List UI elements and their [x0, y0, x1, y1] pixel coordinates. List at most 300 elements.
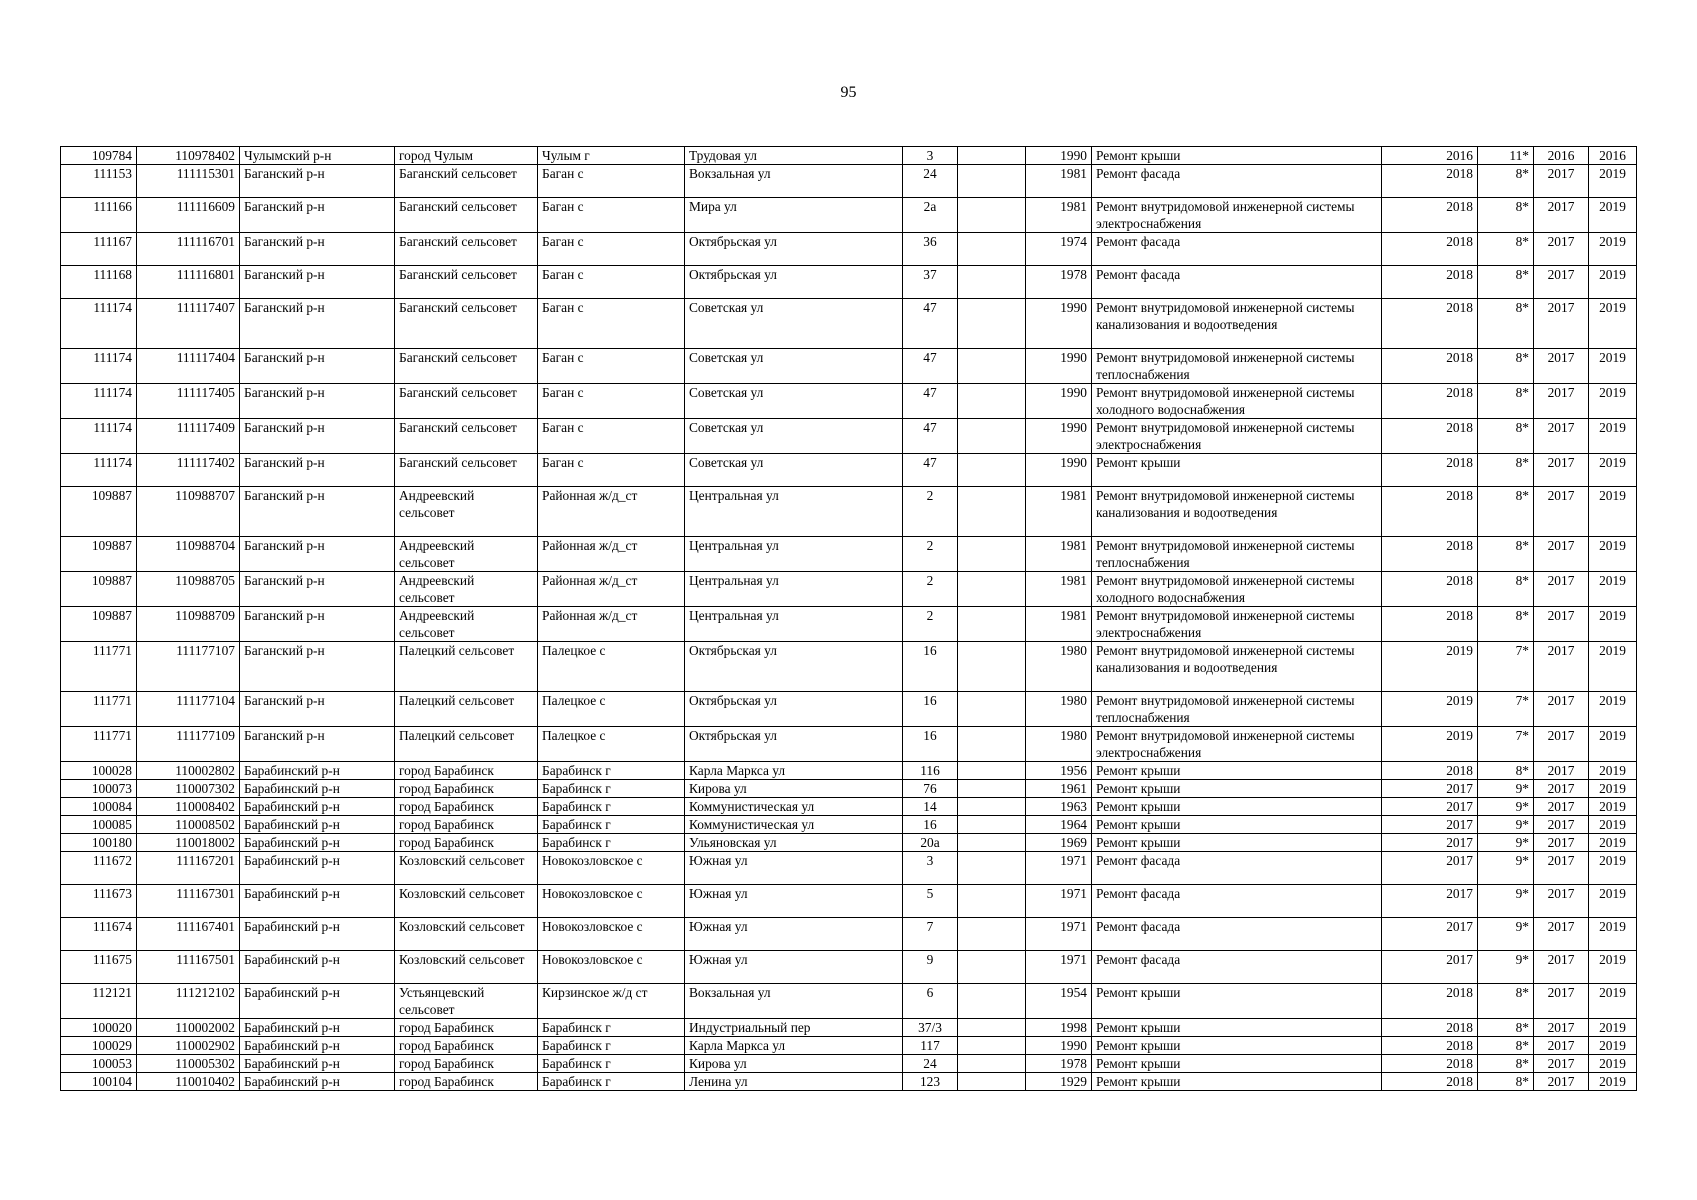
cell-building	[958, 834, 1026, 852]
cell-street: Советская ул	[685, 299, 903, 349]
cell-priority: 8*	[1478, 299, 1534, 349]
cell-building	[958, 885, 1026, 918]
cell-plan-year: 2018	[1382, 607, 1478, 642]
cell-district: Чулымский р-н	[240, 147, 395, 165]
cell-house-number: 2	[903, 607, 958, 642]
cell-house-number: 16	[903, 642, 958, 692]
cell-municipality: Козловский сельсовет	[395, 852, 538, 885]
cell-house-id: 100053	[61, 1055, 137, 1073]
cell-plan-year: 2017	[1382, 951, 1478, 984]
cell-period-start: 2017	[1534, 780, 1589, 798]
cell-house-number: 123	[903, 1073, 958, 1091]
cell-settlement: Баган с	[538, 266, 685, 299]
cell-district: Баганский р-н	[240, 572, 395, 607]
cell-house-number: 47	[903, 384, 958, 419]
cell-record-id: 111116701	[137, 233, 240, 266]
table-row	[61, 165, 1637, 198]
cell-district: Барабинский р-н	[240, 1037, 395, 1055]
cell-municipality: Баганский сельсовет	[395, 233, 538, 266]
cell-plan-year: 2017	[1382, 798, 1478, 816]
cell-year-built: 1980	[1026, 727, 1092, 762]
cell-settlement: Барабинск г	[538, 1037, 685, 1055]
cell-record-id: 110018002	[137, 834, 240, 852]
cell-work-type: Ремонт крыши	[1092, 1019, 1382, 1037]
cell-settlement: Барабинск г	[538, 834, 685, 852]
cell-work-type: Ремонт крыши	[1092, 780, 1382, 798]
cell-record-id: 110010402	[137, 1073, 240, 1091]
cell-plan-year: 2017	[1382, 885, 1478, 918]
cell-work-type: Ремонт крыши	[1092, 984, 1382, 1019]
cell-year-built: 1971	[1026, 852, 1092, 885]
cell-house-number: 47	[903, 299, 958, 349]
cell-settlement: Барабинск г	[538, 816, 685, 834]
cell-street: Коммунистическая ул	[685, 798, 903, 816]
cell-work-type: Ремонт внутридомовой инженерной системы холодного водоснабжения	[1092, 572, 1382, 607]
cell-street: Октябрьская ул	[685, 692, 903, 727]
cell-street: Южная ул	[685, 852, 903, 885]
cell-house-number: 37	[903, 266, 958, 299]
cell-street: Советская ул	[685, 454, 903, 487]
cell-house-id: 111771	[61, 727, 137, 762]
cell-street: Вокзальная ул	[685, 984, 903, 1019]
cell-plan-year: 2018	[1382, 1073, 1478, 1091]
cell-house-number: 24	[903, 165, 958, 198]
cell-house-id: 111174	[61, 299, 137, 349]
table-row	[61, 918, 1637, 951]
cell-priority: 9*	[1478, 798, 1534, 816]
cell-house-id: 100180	[61, 834, 137, 852]
cell-record-id: 111177109	[137, 727, 240, 762]
cell-municipality: Козловский сельсовет	[395, 918, 538, 951]
cell-priority: 9*	[1478, 918, 1534, 951]
cell-work-type: Ремонт крыши	[1092, 762, 1382, 780]
cell-building	[958, 487, 1026, 537]
cell-plan-year: 2018	[1382, 984, 1478, 1019]
cell-year-built: 1929	[1026, 1073, 1092, 1091]
cell-house-number: 47	[903, 419, 958, 454]
cell-plan-year: 2018	[1382, 266, 1478, 299]
cell-period-end: 2019	[1589, 454, 1637, 487]
cell-municipality: город Барабинск	[395, 1037, 538, 1055]
cell-building	[958, 692, 1026, 727]
cell-period-start: 2017	[1534, 1055, 1589, 1073]
cell-street: Центральная ул	[685, 607, 903, 642]
cell-priority: 7*	[1478, 727, 1534, 762]
cell-year-built: 1956	[1026, 762, 1092, 780]
cell-building	[958, 852, 1026, 885]
cell-work-type: Ремонт внутридомовой инженерной системы электроснабжения	[1092, 607, 1382, 642]
cell-year-built: 1971	[1026, 918, 1092, 951]
cell-house-id: 100029	[61, 1037, 137, 1055]
cell-priority: 7*	[1478, 692, 1534, 727]
cell-municipality: Баганский сельсовет	[395, 198, 538, 233]
cell-priority: 8*	[1478, 537, 1534, 572]
cell-work-type: Ремонт крыши	[1092, 1037, 1382, 1055]
cell-priority: 8*	[1478, 607, 1534, 642]
cell-year-built: 1981	[1026, 487, 1092, 537]
cell-building	[958, 1073, 1026, 1091]
cell-priority: 8*	[1478, 1073, 1534, 1091]
cell-record-id: 111116801	[137, 266, 240, 299]
cell-house-number: 2а	[903, 198, 958, 233]
table-row	[61, 834, 1637, 852]
table-row	[61, 1019, 1637, 1037]
cell-period-end: 2019	[1589, 384, 1637, 419]
cell-year-built: 1990	[1026, 299, 1092, 349]
cell-house-id: 111673	[61, 885, 137, 918]
cell-street: Центральная ул	[685, 487, 903, 537]
cell-work-type: Ремонт крыши	[1092, 816, 1382, 834]
cell-work-type: Ремонт внутридомовой инженерной системы электроснабжения	[1092, 198, 1382, 233]
cell-building	[958, 349, 1026, 384]
cell-period-start: 2017	[1534, 165, 1589, 198]
cell-municipality: город Барабинск	[395, 834, 538, 852]
cell-period-end: 2019	[1589, 642, 1637, 692]
cell-municipality: Баганский сельсовет	[395, 419, 538, 454]
cell-house-id: 109887	[61, 607, 137, 642]
cell-district: Баганский р-н	[240, 607, 395, 642]
cell-building	[958, 918, 1026, 951]
cell-plan-year: 2017	[1382, 834, 1478, 852]
cell-municipality: город Барабинск	[395, 816, 538, 834]
cell-period-end: 2019	[1589, 1073, 1637, 1091]
cell-building	[958, 816, 1026, 834]
cell-house-number: 47	[903, 349, 958, 384]
cell-period-start: 2017	[1534, 692, 1589, 727]
cell-year-built: 1981	[1026, 198, 1092, 233]
cell-municipality: Козловский сельсовет	[395, 951, 538, 984]
cell-period-end: 2019	[1589, 1055, 1637, 1073]
cell-building	[958, 984, 1026, 1019]
cell-plan-year: 2017	[1382, 918, 1478, 951]
table-row	[61, 384, 1637, 419]
cell-house-id: 111174	[61, 454, 137, 487]
cell-period-end: 2019	[1589, 1019, 1637, 1037]
cell-period-end: 2019	[1589, 233, 1637, 266]
cell-year-built: 1990	[1026, 1037, 1092, 1055]
cell-house-id: 111174	[61, 419, 137, 454]
cell-district: Барабинский р-н	[240, 852, 395, 885]
cell-house-number: 76	[903, 780, 958, 798]
cell-period-end: 2016	[1589, 147, 1637, 165]
cell-record-id: 110002002	[137, 1019, 240, 1037]
cell-priority: 9*	[1478, 816, 1534, 834]
cell-period-start: 2017	[1534, 572, 1589, 607]
cell-period-start: 2017	[1534, 233, 1589, 266]
cell-settlement: Баган с	[538, 419, 685, 454]
cell-record-id: 111212102	[137, 984, 240, 1019]
cell-street: Южная ул	[685, 885, 903, 918]
cell-building	[958, 1055, 1026, 1073]
cell-district: Баганский р-н	[240, 233, 395, 266]
cell-period-start: 2017	[1534, 384, 1589, 419]
cell-work-type: Ремонт внутридомовой инженерной системы электроснабжения	[1092, 419, 1382, 454]
cell-municipality: город Барабинск	[395, 1055, 538, 1073]
cell-building	[958, 299, 1026, 349]
cell-record-id: 110005302	[137, 1055, 240, 1073]
table-row	[61, 885, 1637, 918]
cell-building	[958, 147, 1026, 165]
cell-priority: 7*	[1478, 642, 1534, 692]
cell-year-built: 1964	[1026, 816, 1092, 834]
cell-year-built: 1990	[1026, 454, 1092, 487]
cell-district: Барабинский р-н	[240, 918, 395, 951]
cell-municipality: Баганский сельсовет	[395, 349, 538, 384]
cell-street: Советская ул	[685, 384, 903, 419]
cell-record-id: 110002902	[137, 1037, 240, 1055]
cell-plan-year: 2019	[1382, 727, 1478, 762]
cell-priority: 8*	[1478, 1055, 1534, 1073]
cell-period-start: 2017	[1534, 798, 1589, 816]
cell-settlement: Палецкое с	[538, 692, 685, 727]
cell-house-number: 3	[903, 852, 958, 885]
cell-plan-year: 2018	[1382, 537, 1478, 572]
cell-year-built: 1954	[1026, 984, 1092, 1019]
cell-work-type: Ремонт крыши	[1092, 798, 1382, 816]
cell-settlement: Баган с	[538, 384, 685, 419]
cell-municipality: Баганский сельсовет	[395, 454, 538, 487]
cell-period-start: 2017	[1534, 487, 1589, 537]
cell-house-id: 109784	[61, 147, 137, 165]
cell-period-end: 2019	[1589, 951, 1637, 984]
cell-house-id: 111167	[61, 233, 137, 266]
cell-year-built: 1990	[1026, 384, 1092, 419]
cell-work-type: Ремонт фасада	[1092, 266, 1382, 299]
cell-record-id: 111117409	[137, 419, 240, 454]
cell-priority: 9*	[1478, 834, 1534, 852]
cell-priority: 8*	[1478, 984, 1534, 1019]
cell-plan-year: 2019	[1382, 642, 1478, 692]
cell-year-built: 1990	[1026, 419, 1092, 454]
cell-work-type: Ремонт фасада	[1092, 951, 1382, 984]
cell-settlement: Районная ж/д_ст	[538, 537, 685, 572]
cell-house-number: 9	[903, 951, 958, 984]
cell-work-type: Ремонт фасада	[1092, 918, 1382, 951]
cell-house-id: 109887	[61, 537, 137, 572]
cell-municipality: Баганский сельсовет	[395, 165, 538, 198]
cell-settlement: Баган с	[538, 233, 685, 266]
cell-period-start: 2017	[1534, 852, 1589, 885]
cell-building	[958, 607, 1026, 642]
cell-period-end: 2019	[1589, 537, 1637, 572]
cell-street: Ульяновская ул	[685, 834, 903, 852]
table-row	[61, 816, 1637, 834]
cell-year-built: 1990	[1026, 147, 1092, 165]
cell-priority: 8*	[1478, 165, 1534, 198]
cell-priority: 8*	[1478, 1037, 1534, 1055]
cell-period-end: 2019	[1589, 885, 1637, 918]
cell-house-id: 100085	[61, 816, 137, 834]
cell-house-number: 20а	[903, 834, 958, 852]
cell-work-type: Ремонт фасада	[1092, 885, 1382, 918]
cell-municipality: Палецкий сельсовет	[395, 642, 538, 692]
cell-plan-year: 2016	[1382, 147, 1478, 165]
cell-period-end: 2019	[1589, 607, 1637, 642]
table-row	[61, 198, 1637, 233]
cell-street: Октябрьская ул	[685, 266, 903, 299]
cell-municipality: Баганский сельсовет	[395, 266, 538, 299]
cell-record-id: 110008502	[137, 816, 240, 834]
cell-period-end: 2019	[1589, 692, 1637, 727]
cell-building	[958, 572, 1026, 607]
cell-district: Баганский р-н	[240, 487, 395, 537]
cell-plan-year: 2018	[1382, 419, 1478, 454]
table-row	[61, 607, 1637, 642]
cell-plan-year: 2018	[1382, 198, 1478, 233]
cell-settlement: Новокозловское с	[538, 885, 685, 918]
cell-year-built: 1971	[1026, 885, 1092, 918]
cell-plan-year: 2018	[1382, 762, 1478, 780]
cell-work-type: Ремонт внутридомовой инженерной системы теплоснабжения	[1092, 349, 1382, 384]
cell-priority: 9*	[1478, 885, 1534, 918]
cell-house-number: 36	[903, 233, 958, 266]
cell-period-end: 2019	[1589, 572, 1637, 607]
cell-period-start: 2017	[1534, 1073, 1589, 1091]
cell-district: Барабинский р-н	[240, 1073, 395, 1091]
cell-settlement: Баган с	[538, 454, 685, 487]
cell-record-id: 111116609	[137, 198, 240, 233]
cell-period-end: 2019	[1589, 419, 1637, 454]
cell-building	[958, 233, 1026, 266]
cell-house-id: 111166	[61, 198, 137, 233]
table-row	[61, 419, 1637, 454]
cell-period-end: 2019	[1589, 487, 1637, 537]
cell-work-type: Ремонт внутридомовой инженерной системы канализования и водоотведения	[1092, 642, 1382, 692]
cell-settlement: Новокозловское с	[538, 951, 685, 984]
cell-settlement: Кирзинское ж/д ст	[538, 984, 685, 1019]
cell-building	[958, 1019, 1026, 1037]
cell-street: Кирова ул	[685, 1055, 903, 1073]
cell-house-id: 111771	[61, 692, 137, 727]
cell-period-start: 2017	[1534, 419, 1589, 454]
cell-street: Трудовая ул	[685, 147, 903, 165]
cell-period-start: 2016	[1534, 147, 1589, 165]
cell-year-built: 1980	[1026, 642, 1092, 692]
cell-priority: 9*	[1478, 951, 1534, 984]
cell-building	[958, 762, 1026, 780]
cell-plan-year: 2019	[1382, 692, 1478, 727]
cell-settlement: Барабинск г	[538, 762, 685, 780]
cell-period-end: 2019	[1589, 798, 1637, 816]
cell-house-id: 111674	[61, 918, 137, 951]
cell-building	[958, 642, 1026, 692]
cell-work-type: Ремонт фасада	[1092, 233, 1382, 266]
cell-house-id: 109887	[61, 572, 137, 607]
cell-municipality: Баганский сельсовет	[395, 384, 538, 419]
cell-year-built: 1978	[1026, 266, 1092, 299]
cell-priority: 11*	[1478, 147, 1534, 165]
cell-street: Южная ул	[685, 918, 903, 951]
cell-district: Баганский р-н	[240, 692, 395, 727]
cell-settlement: Барабинск г	[538, 1073, 685, 1091]
cell-record-id: 110978402	[137, 147, 240, 165]
cell-municipality: Андреевский сельсовет	[395, 487, 538, 537]
table-row	[61, 951, 1637, 984]
table-row	[61, 1037, 1637, 1055]
cell-period-end: 2019	[1589, 816, 1637, 834]
cell-year-built: 1963	[1026, 798, 1092, 816]
cell-period-start: 2017	[1534, 1019, 1589, 1037]
cell-house-number: 2	[903, 487, 958, 537]
cell-year-built: 1981	[1026, 537, 1092, 572]
cell-house-number: 116	[903, 762, 958, 780]
cell-record-id: 111117402	[137, 454, 240, 487]
cell-building	[958, 951, 1026, 984]
cell-district: Барабинский р-н	[240, 816, 395, 834]
cell-work-type: Ремонт внутридомовой инженерной системы канализования и водоотведения	[1092, 299, 1382, 349]
cell-building	[958, 727, 1026, 762]
cell-municipality: Андреевский сельсовет	[395, 537, 538, 572]
cell-house-number: 117	[903, 1037, 958, 1055]
cell-district: Баганский р-н	[240, 419, 395, 454]
cell-house-id: 111174	[61, 384, 137, 419]
cell-period-start: 2017	[1534, 607, 1589, 642]
cell-municipality: город Чулым	[395, 147, 538, 165]
cell-plan-year: 2018	[1382, 384, 1478, 419]
cell-year-built: 1969	[1026, 834, 1092, 852]
cell-record-id: 110988709	[137, 607, 240, 642]
cell-period-start: 2017	[1534, 299, 1589, 349]
cell-house-number: 2	[903, 537, 958, 572]
cell-record-id: 110988705	[137, 572, 240, 607]
table-row	[61, 798, 1637, 816]
cell-period-start: 2017	[1534, 984, 1589, 1019]
cell-district: Баганский р-н	[240, 727, 395, 762]
cell-street: Октябрьская ул	[685, 642, 903, 692]
cell-plan-year: 2018	[1382, 165, 1478, 198]
cell-house-number: 16	[903, 692, 958, 727]
cell-work-type: Ремонт внутридомовой инженерной системы канализования и водоотведения	[1092, 487, 1382, 537]
cell-district: Барабинский р-н	[240, 951, 395, 984]
cell-settlement: Баган с	[538, 299, 685, 349]
cell-work-type: Ремонт фасада	[1092, 165, 1382, 198]
table-row	[61, 762, 1637, 780]
cell-year-built: 1961	[1026, 780, 1092, 798]
cell-plan-year: 2018	[1382, 1055, 1478, 1073]
cell-period-start: 2017	[1534, 198, 1589, 233]
table-row	[61, 642, 1637, 692]
cell-street: Мира ул	[685, 198, 903, 233]
cell-plan-year: 2018	[1382, 1019, 1478, 1037]
cell-settlement: Палецкое с	[538, 642, 685, 692]
cell-house-number: 5	[903, 885, 958, 918]
cell-settlement: Барабинск г	[538, 1019, 685, 1037]
cell-work-type: Ремонт внутридомовой инженерной системы теплоснабжения	[1092, 692, 1382, 727]
table-row	[61, 487, 1637, 537]
cell-district: Баганский р-н	[240, 537, 395, 572]
cell-period-end: 2019	[1589, 984, 1637, 1019]
cell-municipality: Андреевский сельсовет	[395, 572, 538, 607]
cell-record-id: 110007302	[137, 780, 240, 798]
cell-house-id: 111153	[61, 165, 137, 198]
cell-priority: 8*	[1478, 762, 1534, 780]
table-row	[61, 1073, 1637, 1091]
cell-district: Баганский р-н	[240, 266, 395, 299]
cell-work-type: Ремонт крыши	[1092, 1073, 1382, 1091]
cell-period-start: 2017	[1534, 1037, 1589, 1055]
cell-settlement: Новокозловское с	[538, 918, 685, 951]
cell-work-type: Ремонт крыши	[1092, 834, 1382, 852]
cell-plan-year: 2018	[1382, 349, 1478, 384]
table-row	[61, 233, 1637, 266]
cell-district: Баганский р-н	[240, 349, 395, 384]
table-row	[61, 692, 1637, 727]
cell-settlement: Барабинск г	[538, 780, 685, 798]
cell-settlement: Барабинск г	[538, 1055, 685, 1073]
cell-work-type: Ремонт фасада	[1092, 852, 1382, 885]
cell-work-type: Ремонт крыши	[1092, 1055, 1382, 1073]
cell-district: Баганский р-н	[240, 299, 395, 349]
